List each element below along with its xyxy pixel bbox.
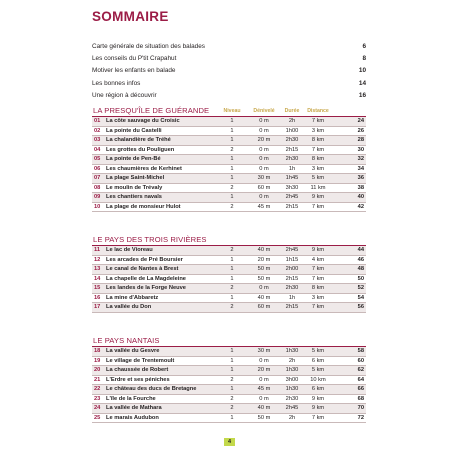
- cell-page: 56: [357, 304, 364, 311]
- cell-page: 48: [357, 266, 364, 273]
- cell-name: La chalandière de Tréhé: [106, 137, 171, 144]
- cell-page: 26: [357, 127, 364, 134]
- cell-duree: 1h30: [285, 367, 299, 374]
- intro-item-page: 10: [358, 67, 366, 75]
- table-row[interactable]: [92, 203, 366, 213]
- cell-page: 40: [357, 194, 364, 201]
- cell-denivele: 20 m: [257, 256, 271, 263]
- table-row[interactable]: [92, 404, 366, 414]
- intro-item[interactable]: [92, 77, 366, 89]
- cell-num: 05: [94, 156, 101, 163]
- cell-niveau: 1: [230, 127, 234, 134]
- cell-duree: 2h15: [285, 304, 299, 311]
- cell-page: 60: [357, 357, 364, 364]
- cell-niveau: 1: [230, 175, 234, 182]
- cell-duree: 2h00: [285, 266, 299, 273]
- cell-num: 14: [94, 275, 101, 282]
- cell-duree: 1h15: [285, 256, 299, 263]
- intro-item-label: Motiver les enfants en balade: [92, 67, 176, 75]
- table-row[interactable]: [92, 265, 366, 275]
- table-row[interactable]: [92, 117, 366, 127]
- cell-niveau: 2: [230, 203, 234, 210]
- cell-denivele: 60 m: [257, 304, 271, 311]
- cell-page: 66: [357, 386, 364, 393]
- cell-num: 11: [94, 247, 101, 253]
- cell-niveau: 2: [230, 184, 234, 191]
- cell-denivele: 20 m: [257, 137, 271, 144]
- table-row[interactable]: [92, 136, 366, 146]
- cell-duree: 2h: [288, 357, 296, 364]
- cell-name: Le lac de Vioreau: [106, 247, 153, 253]
- section-header: [92, 103, 366, 117]
- column-header-niveau: Niveau: [223, 108, 241, 114]
- table-row[interactable]: [92, 165, 366, 175]
- cell-distance: 4 km: [311, 256, 325, 263]
- section-rows: [92, 246, 366, 313]
- cell-duree: 2h15: [285, 275, 299, 282]
- cell-name: La chaussée de Robert: [106, 367, 169, 374]
- cell-name: La côte sauvage du Croisic: [106, 118, 180, 124]
- cell-page: 68: [357, 395, 364, 402]
- cell-num: 24: [94, 405, 101, 412]
- cell-niveau: 1: [230, 137, 234, 144]
- cell-denivele: 60 m: [257, 184, 271, 191]
- cell-distance: 9 km: [311, 247, 325, 253]
- table-row[interactable]: [92, 246, 366, 256]
- cell-duree: 2h30: [285, 137, 299, 144]
- cell-niveau: 2: [230, 395, 234, 402]
- cell-num: 07: [94, 175, 101, 182]
- cell-page: 62: [357, 367, 364, 374]
- intro-item[interactable]: [92, 89, 366, 101]
- cell-distance: 3 km: [311, 127, 325, 134]
- cell-duree: 1h00: [285, 127, 299, 134]
- cell-niveau: 2: [230, 405, 234, 412]
- table-row[interactable]: [92, 155, 366, 165]
- cell-duree: 2h45: [285, 194, 299, 201]
- intro-item[interactable]: [92, 52, 366, 64]
- table-row[interactable]: [92, 303, 366, 313]
- cell-page: 34: [357, 165, 364, 172]
- cell-name: Les chantiers navals: [106, 194, 162, 201]
- cell-distance: 8 km: [311, 137, 325, 144]
- cell-denivele: 45 m: [257, 386, 271, 393]
- cell-denivele: 0 m: [259, 165, 269, 172]
- cell-name: Les chaumières de Kerhinet: [106, 165, 182, 172]
- cell-niveau: 1: [230, 386, 234, 393]
- section-title: LE PAYS NANTAIS: [93, 336, 160, 345]
- intro-item[interactable]: [92, 40, 366, 52]
- cell-name: Le village de Trentemoult: [106, 357, 175, 364]
- cell-duree: 2h30: [285, 285, 299, 292]
- cell-denivele: 50 m: [257, 275, 271, 282]
- column-header-distance: Distance: [307, 108, 329, 114]
- cell-name: La pointe du Castelli: [106, 127, 162, 134]
- cell-denivele: 30 m: [257, 175, 271, 182]
- table-row[interactable]: [92, 284, 366, 294]
- cell-denivele: 50 m: [257, 414, 271, 421]
- cell-denivele: 40 m: [257, 405, 271, 412]
- table-row[interactable]: [92, 256, 366, 266]
- cell-duree: 2h45: [285, 247, 299, 253]
- cell-niveau: 2: [230, 247, 234, 253]
- cell-num: 15: [94, 285, 101, 292]
- table-row[interactable]: [92, 294, 366, 304]
- section-header: [92, 333, 366, 347]
- cell-niveau: 2: [230, 146, 234, 153]
- cell-name: Le marais Audubon: [106, 414, 159, 421]
- table-row[interactable]: [92, 357, 366, 367]
- cell-distance: 7 km: [311, 304, 325, 311]
- cell-niveau: 1: [230, 414, 234, 421]
- cell-niveau: 2: [230, 285, 234, 292]
- cell-duree: 1h30: [285, 348, 299, 354]
- intro-list: [92, 40, 366, 101]
- page-number-badge: 4: [224, 438, 235, 446]
- cell-num: 08: [94, 184, 101, 191]
- cell-duree: 2h15: [285, 203, 299, 210]
- cell-denivele: 0 m: [259, 376, 269, 383]
- cell-distance: 9 km: [311, 405, 325, 412]
- cell-niveau: 1: [230, 275, 234, 282]
- intro-item-label: Les bonnes infos: [92, 79, 141, 87]
- cell-num: 17: [94, 304, 101, 311]
- cell-num: 09: [94, 194, 101, 201]
- cell-niveau: 1: [230, 118, 234, 124]
- intro-item-page: 6: [362, 42, 366, 50]
- cell-niveau: 1: [230, 348, 234, 354]
- cell-page: 58: [357, 348, 364, 354]
- table-row[interactable]: [92, 347, 366, 357]
- cell-denivele: 0 m: [259, 285, 269, 292]
- cell-distance: 11 km: [310, 184, 326, 191]
- cell-num: 19: [94, 357, 101, 364]
- section-rows: [92, 117, 366, 212]
- cell-niveau: 1: [230, 194, 234, 201]
- cell-page: 72: [357, 414, 364, 421]
- table-row[interactable]: [92, 184, 366, 194]
- table-row[interactable]: [92, 193, 366, 203]
- cell-num: 12: [94, 256, 101, 263]
- cell-page: 36: [357, 175, 364, 182]
- cell-denivele: 40 m: [257, 247, 271, 253]
- cell-num: 23: [94, 395, 101, 402]
- table-row[interactable]: [92, 146, 366, 156]
- cell-num: 01: [94, 118, 101, 124]
- cell-num: 06: [94, 165, 101, 172]
- cell-name: La chapelle de La Magdeleine: [106, 275, 186, 282]
- cell-denivele: 40 m: [257, 294, 271, 301]
- cell-num: 22: [94, 386, 101, 393]
- column-header-denivele: Dénivelé: [253, 108, 275, 114]
- cell-duree: 2h45: [285, 405, 299, 412]
- cell-denivele: 0 m: [259, 395, 269, 402]
- table-row[interactable]: [92, 385, 366, 395]
- cell-name: La plage Saint-Michel: [106, 175, 165, 182]
- page-title: SOMMAIRE: [92, 9, 169, 24]
- section-header: [92, 232, 366, 246]
- cell-duree: 2h30: [285, 156, 299, 163]
- cell-page: 50: [357, 275, 364, 282]
- cell-page: 70: [357, 405, 364, 412]
- section-rows: [92, 347, 366, 423]
- section-trois-rivieres: [92, 232, 366, 313]
- cell-page: 44: [357, 247, 364, 253]
- cell-num: 21: [94, 376, 101, 383]
- cell-num: 16: [94, 294, 101, 301]
- cell-num: 02: [94, 127, 101, 134]
- cell-page: 24: [357, 118, 364, 124]
- table-row[interactable]: [92, 395, 366, 405]
- cell-name: Le canal de Nantes à Brest: [106, 266, 179, 273]
- cell-num: 25: [94, 414, 101, 421]
- cell-page: 42: [357, 203, 364, 210]
- cell-duree: 2h15: [285, 146, 299, 153]
- cell-name: La mine d'Abbaretz: [106, 294, 159, 301]
- cell-num: 10: [94, 203, 101, 210]
- cell-denivele: 30 m: [257, 348, 271, 354]
- cell-name: Les arcades de Pré Boursier: [106, 256, 183, 263]
- cell-distance: 5 km: [311, 175, 325, 182]
- table-row[interactable]: [92, 366, 366, 376]
- intro-item-label: Une région à découvrir: [92, 91, 157, 99]
- cell-distance: 7 km: [311, 118, 325, 124]
- cell-denivele: 20 m: [257, 367, 271, 374]
- cell-page: 38: [357, 184, 364, 191]
- cell-distance: 7 km: [311, 275, 325, 282]
- cell-distance: 8 km: [311, 285, 325, 292]
- intro-item-label: Les conseils du P'tit Crapahut: [92, 54, 177, 62]
- cell-niveau: 1: [230, 156, 234, 163]
- cell-page: 54: [357, 294, 364, 301]
- cell-distance: 3 km: [311, 165, 325, 172]
- cell-distance: 9 km: [311, 395, 325, 402]
- cell-distance: 7 km: [311, 414, 325, 421]
- cell-name: Les landes de la Forge Neuve: [106, 285, 186, 292]
- cell-duree: 1h30: [285, 386, 299, 393]
- cell-page: 32: [357, 156, 364, 163]
- cell-distance: 9 km: [311, 194, 325, 201]
- cell-distance: 6 km: [311, 357, 325, 364]
- section-nantais: [92, 333, 366, 423]
- cell-duree: 2h: [288, 118, 296, 124]
- table-row[interactable]: [92, 275, 366, 285]
- cell-name: Le moulin de Trévaly: [106, 184, 163, 191]
- cell-duree: 2h: [288, 414, 296, 421]
- cell-distance: 3 km: [311, 294, 325, 301]
- cell-num: 04: [94, 146, 101, 153]
- cell-niveau: 1: [230, 294, 234, 301]
- cell-distance: 8 km: [311, 156, 325, 163]
- cell-niveau: 2: [230, 304, 234, 311]
- cell-name: La vallée du Gesvre: [106, 348, 160, 354]
- cell-niveau: 1: [230, 256, 234, 263]
- cell-num: 20: [94, 367, 101, 374]
- cell-distance: 5 km: [311, 367, 325, 374]
- cell-duree: 2h30: [285, 395, 299, 402]
- cell-page: 30: [357, 146, 364, 153]
- cell-name: L'île de la Fourche: [106, 395, 156, 402]
- intro-item[interactable]: [92, 65, 366, 77]
- table-row[interactable]: [92, 174, 366, 184]
- intro-item-label: Carte générale de situation des balades: [92, 42, 205, 50]
- cell-name: Le château des ducs de Bretagne: [106, 386, 197, 393]
- cell-name: L'Erdre et ses péniches: [106, 376, 170, 383]
- cell-duree: 1h: [288, 165, 296, 172]
- section-guerande: [92, 103, 366, 212]
- section-title: LE PAYS DES TROIS RIVIÈRES: [93, 235, 207, 244]
- cell-page: 46: [357, 256, 364, 263]
- table-row[interactable]: [92, 376, 366, 386]
- column-header-duree: Durée: [284, 108, 300, 114]
- cell-name: La vallée du Don: [106, 304, 152, 311]
- cell-denivele: 45 m: [257, 203, 271, 210]
- cell-niveau: 1: [230, 357, 234, 364]
- intro-item-page: 14: [358, 79, 366, 87]
- cell-denivele: 0 m: [259, 146, 269, 153]
- cell-name: La vallée de Mathara: [106, 405, 162, 412]
- cell-name: Les grottes du Pouliguen: [106, 146, 175, 153]
- cell-num: 18: [94, 348, 101, 354]
- intro-item-page: 8: [362, 54, 366, 62]
- table-row[interactable]: [92, 127, 366, 137]
- cell-niveau: 1: [230, 266, 234, 273]
- cell-duree: 3h30: [285, 184, 299, 191]
- cell-name: La pointe de Pen-Bé: [106, 156, 161, 163]
- cell-page: 28: [357, 137, 364, 144]
- cell-niveau: 2: [230, 376, 234, 383]
- cell-distance: 7 km: [311, 266, 325, 273]
- cell-denivele: 0 m: [259, 357, 269, 364]
- cell-distance: 7 km: [311, 146, 325, 153]
- cell-denivele: 50 m: [257, 266, 271, 273]
- intro-item-page: 16: [358, 91, 366, 99]
- cell-page: 64: [357, 376, 364, 383]
- cell-name: La plage de monsieur Hulot: [106, 203, 181, 210]
- section-title: LA PRESQU'ÎLE DE GUÉRANDE: [93, 106, 210, 115]
- table-row[interactable]: [92, 414, 366, 424]
- cell-distance: 5 km: [311, 348, 325, 354]
- cell-distance: 10 km: [310, 376, 326, 383]
- cell-distance: 7 km: [311, 203, 325, 210]
- cell-page: 52: [357, 285, 364, 292]
- cell-duree: 1h45: [285, 175, 299, 182]
- cell-niveau: 1: [230, 165, 234, 172]
- cell-duree: 1h: [288, 294, 296, 301]
- cell-denivele: 0 m: [259, 194, 269, 201]
- cell-distance: 6 km: [311, 386, 325, 393]
- cell-denivele: 0 m: [259, 156, 269, 163]
- cell-denivele: 0 m: [259, 127, 269, 134]
- cell-niveau: 1: [230, 367, 234, 374]
- cell-duree: 3h00: [285, 376, 299, 383]
- cell-num: 03: [94, 137, 101, 144]
- cell-denivele: 0 m: [259, 118, 269, 124]
- cell-num: 13: [94, 266, 101, 273]
